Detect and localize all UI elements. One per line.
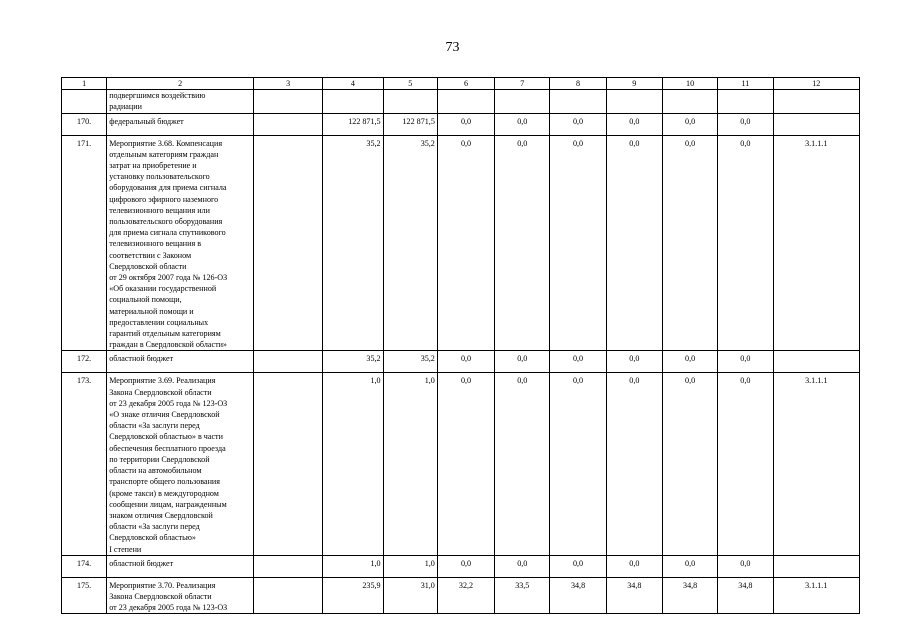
column-9-cell: 0,0 bbox=[606, 351, 662, 373]
table-row bbox=[62, 373, 860, 555]
table-row bbox=[62, 577, 860, 614]
column-7-cell: 33,5 bbox=[495, 577, 550, 614]
column-header: 1 bbox=[62, 78, 107, 90]
column-6-cell: 0,0 bbox=[437, 351, 494, 373]
row-number-cell: 174. bbox=[62, 555, 107, 577]
column-10-cell: 0,0 bbox=[662, 351, 717, 373]
column-6-cell: 0,0 bbox=[437, 113, 494, 135]
column-12-cell bbox=[773, 555, 860, 577]
column-header: 12 bbox=[773, 78, 860, 90]
column-7-cell: 0,0 bbox=[495, 135, 550, 351]
column-header: 4 bbox=[323, 78, 383, 90]
column-7-cell: 0,0 bbox=[495, 113, 550, 135]
column-3-cell bbox=[253, 351, 322, 373]
column-11-cell: 0,0 bbox=[718, 555, 773, 577]
column-4-cell: 1,0 bbox=[323, 555, 383, 577]
header-row bbox=[62, 78, 860, 90]
column-3-cell bbox=[253, 373, 322, 555]
column-6-cell bbox=[437, 90, 494, 113]
page-number: 73 bbox=[445, 40, 460, 55]
column-header: 7 bbox=[495, 78, 550, 90]
column-3-cell bbox=[253, 577, 322, 614]
column-12-cell bbox=[773, 113, 860, 135]
table-row bbox=[62, 135, 860, 351]
column-header: 6 bbox=[437, 78, 494, 90]
column-7-cell: 0,0 bbox=[495, 373, 550, 555]
description-cell: Мероприятие 3.69. Реализация Закона Свердловской области от 23 декабря 2005 года № 123-ОЗ «О знаке отличия Свердловской области «За заслуги перед Свердловской областью» в части обеспечения бесплатного проезда по территории Свердловской области на автомобильном транспорте общего пользования (кроме такси) в междугородном сообщении лицам, награжденным знаком отличия Свердловской области «За заслуги перед Свердловской областью» I степени bbox=[107, 373, 254, 555]
column-8-cell: 0,0 bbox=[550, 351, 606, 373]
row-number-cell: 172. bbox=[62, 351, 107, 373]
column-4-cell: 1,0 bbox=[323, 373, 383, 555]
column-7-cell bbox=[495, 90, 550, 113]
column-11-cell: 0,0 bbox=[718, 135, 773, 351]
row-number-cell: 175. bbox=[62, 577, 107, 614]
column-header: 3 bbox=[253, 78, 322, 90]
column-8-cell: 34,8 bbox=[550, 577, 606, 614]
column-header: 11 bbox=[718, 78, 773, 90]
column-6-cell: 32,2 bbox=[437, 577, 494, 614]
column-12-cell: 3.1.1.1 bbox=[773, 577, 860, 614]
column-8-cell: 0,0 bbox=[550, 555, 606, 577]
row-number-cell: 173. bbox=[62, 373, 107, 555]
column-9-cell: 0,0 bbox=[606, 135, 662, 351]
column-4-cell bbox=[323, 90, 383, 113]
column-6-cell: 0,0 bbox=[437, 373, 494, 555]
table-row bbox=[62, 555, 860, 577]
column-7-cell: 0,0 bbox=[495, 555, 550, 577]
column-9-cell bbox=[606, 90, 662, 113]
column-3-cell bbox=[253, 555, 322, 577]
description-cell: областной бюджет bbox=[107, 351, 254, 373]
column-12-cell bbox=[773, 90, 860, 113]
column-7-cell: 0,0 bbox=[495, 351, 550, 373]
column-5-cell: 122 871,5 bbox=[383, 113, 437, 135]
row-number-cell bbox=[62, 90, 107, 113]
column-9-cell: 0,0 bbox=[606, 373, 662, 555]
column-10-cell: 0,0 bbox=[662, 555, 717, 577]
description-cell: Мероприятие 3.68. Компенсация отдельным категориям граждан затрат на приобретение и установку пользовательского оборудования для приема сигнала цифрового эфирного наземного телевизионного вещания или пользовательского оборудования для приема сигнала спутникового телевизионного вещания в соответствии с Законом Свердловской области от 29 октября 2007 года № 126-ОЗ «Об оказании государственной социальной помощи, материальной помощи и предоставлении социальных гарантий отдельным категориям граждан в Свердловской области» bbox=[107, 135, 254, 351]
column-9-cell: 34,8 bbox=[606, 577, 662, 614]
column-12-cell: 3.1.1.1 bbox=[773, 373, 860, 555]
column-6-cell: 0,0 bbox=[437, 555, 494, 577]
column-6-cell: 0,0 bbox=[437, 135, 494, 351]
description-cell: федеральный бюджет bbox=[107, 113, 254, 135]
column-10-cell bbox=[662, 90, 717, 113]
column-header: 5 bbox=[383, 78, 437, 90]
column-3-cell bbox=[253, 90, 322, 113]
column-10-cell: 0,0 bbox=[662, 373, 717, 555]
column-5-cell: 1,0 bbox=[383, 555, 437, 577]
column-header: 8 bbox=[550, 78, 606, 90]
column-11-cell bbox=[718, 90, 773, 113]
column-10-cell: 0,0 bbox=[662, 113, 717, 135]
column-4-cell: 235,9 bbox=[323, 577, 383, 614]
column-12-cell bbox=[773, 351, 860, 373]
column-header: 2 bbox=[107, 78, 254, 90]
column-5-cell bbox=[383, 90, 437, 113]
column-8-cell bbox=[550, 90, 606, 113]
description-cell: областной бюджет bbox=[107, 555, 254, 577]
column-9-cell: 0,0 bbox=[606, 555, 662, 577]
column-8-cell: 0,0 bbox=[550, 135, 606, 351]
column-11-cell: 34,8 bbox=[718, 577, 773, 614]
column-11-cell: 0,0 bbox=[718, 113, 773, 135]
column-4-cell: 35,2 bbox=[323, 135, 383, 351]
column-header: 10 bbox=[662, 78, 717, 90]
column-8-cell: 0,0 bbox=[550, 373, 606, 555]
column-12-cell: 3.1.1.1 bbox=[773, 135, 860, 351]
description-cell: Мероприятие 3.70. Реализация Закона Свердловской области от 23 декабря 2005 года № 123-ОЗ bbox=[107, 577, 254, 614]
column-header: 9 bbox=[606, 78, 662, 90]
column-4-cell: 122 871,5 bbox=[323, 113, 383, 135]
column-9-cell: 0,0 bbox=[606, 113, 662, 135]
row-number-cell: 171. bbox=[62, 135, 107, 351]
column-10-cell: 34,8 bbox=[662, 577, 717, 614]
column-8-cell: 0,0 bbox=[550, 113, 606, 135]
column-10-cell: 0,0 bbox=[662, 135, 717, 351]
description-cell: подвергшимся воздействию радиации bbox=[107, 90, 254, 113]
column-3-cell bbox=[253, 135, 322, 351]
column-5-cell: 31,0 bbox=[383, 577, 437, 614]
table-row bbox=[62, 113, 860, 135]
table-row bbox=[62, 351, 860, 373]
column-4-cell: 35,2 bbox=[323, 351, 383, 373]
column-5-cell: 35,2 bbox=[383, 135, 437, 351]
column-11-cell: 0,0 bbox=[718, 351, 773, 373]
column-5-cell: 1,0 bbox=[383, 373, 437, 555]
column-5-cell: 35,2 bbox=[383, 351, 437, 373]
row-number-cell: 170. bbox=[62, 113, 107, 135]
column-3-cell bbox=[253, 113, 322, 135]
column-11-cell: 0,0 bbox=[718, 373, 773, 555]
program-table bbox=[61, 77, 860, 614]
table-row bbox=[62, 90, 860, 113]
